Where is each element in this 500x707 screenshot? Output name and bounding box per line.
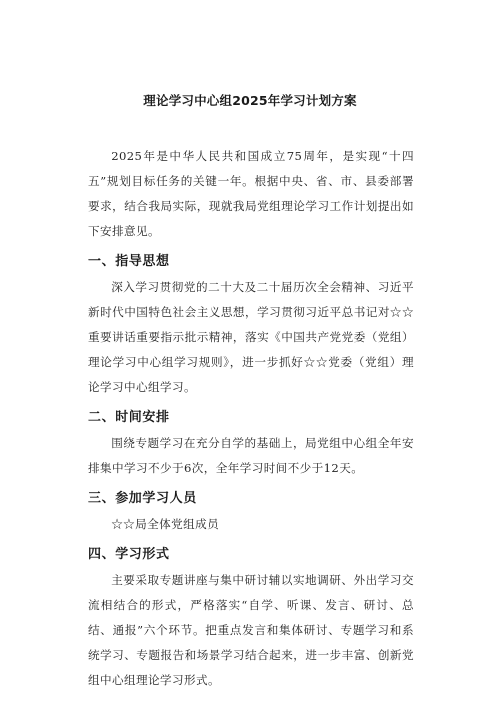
- section-heading-participants: 三、参加学习人员: [88, 491, 197, 506]
- section-heading-guiding-ideology: 一、指导思想: [88, 254, 170, 269]
- document-title: 理论学习中心组2025年学习计划方案: [143, 93, 357, 108]
- section-heading-study-format: 四、学习形式: [88, 547, 170, 562]
- section-body-participants: ☆☆局全体党组成员: [111, 517, 220, 531]
- section-body-study-format: 主要采取专题讲座与集中研讨辅以实地调研、外出学习交流相结合的形式，严格落实“自学、听课、发言、研讨、总结、通报”六个环节。把重点发言和集体研讨、专题学习和系统学习、专题报告和场景学习结合起来，进一步丰富、创新党组中心组理论学习形式。: [88, 573, 414, 687]
- document-body: [88, 144, 414, 693]
- section-body-schedule: 围绕专题学习在充分自学的基础上，局党组中心组全年安排集中学习不少于6次，全年学习时间不少于12天。: [88, 436, 414, 475]
- intro-paragraph: 2025年是中华人民共和国成立75周年，是实现“十四五”规划目标任务的关键一年。根据中央、省、市、县委部署要求，结合我局实际，现就我局党组理论学习工作计划提出如下安排意见。: [88, 149, 414, 238]
- section-heading-schedule: 二、时间安排: [88, 410, 170, 425]
- section-body-guiding-ideology: 深入学习贯彻党的二十大及二十届历次全会精神、习近平新时代中国特色社会主义思想，学习贯彻习近平总书记对☆☆重要讲话重要指示批示精神，落实《中国共产党党委（党组）理论学习中心组学习规则》，进一步抓好☆☆党委（党组）理论学习中心组学习。: [88, 280, 414, 394]
